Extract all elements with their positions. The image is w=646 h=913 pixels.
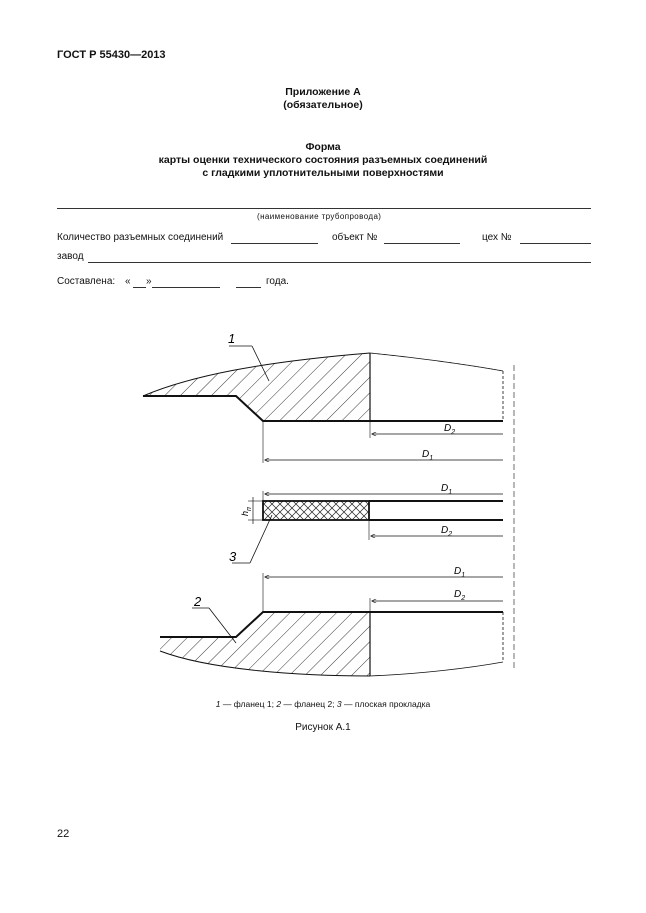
legend-text-2: фланец 2; <box>294 699 335 709</box>
figure-caption: Рисунок А.1 <box>295 722 351 733</box>
legend-num-2: 2 <box>276 699 282 709</box>
appendix-status: (обязательное) <box>283 99 363 111</box>
flange-2-body <box>160 612 503 676</box>
object-label: объект № <box>332 232 378 243</box>
document-header: ГОСТ Р 55430—2013 <box>57 49 166 61</box>
dim-d2-top: $D_2$ <box>444 423 456 436</box>
label-flange-2: 2 <box>194 594 202 609</box>
dim-d2-gasket: $D_2$ <box>441 525 453 538</box>
form-subtitle-line1: карты оценки технического состояния разъемных соединений <box>158 154 488 166</box>
legend-num-3: 3 <box>336 699 342 709</box>
legend-text-1: фланец 1; <box>233 699 274 709</box>
appendix-title: Приложение А <box>285 86 361 98</box>
date-close-quote: » <box>146 276 152 287</box>
dim-d2-bottom: $D_2$ <box>454 589 466 602</box>
form-subtitle-line2: с гладкими уплотнительными поверхностями <box>202 167 444 179</box>
page-number: 22 <box>57 828 70 840</box>
label-gasket: 3 <box>229 549 237 564</box>
legend-text-3: плоская прокладка <box>354 699 431 709</box>
label-flange-1: 1 <box>228 331 236 346</box>
dim-d1-gasket: $D_1$ <box>441 483 453 496</box>
form-title: Форма <box>305 141 341 153</box>
legend-dash-3: — <box>344 699 353 709</box>
shop-label: цех № <box>482 232 512 243</box>
legend-num-1: 1 <box>215 699 221 709</box>
dim-d1-bottom: $D_1$ <box>454 566 466 579</box>
figure-legend <box>0 699 646 709</box>
plant-label: завод <box>57 251 84 262</box>
connections-label: Количество разъемных соединений <box>57 232 224 243</box>
year-label: года. <box>266 276 289 287</box>
legend-dash-2: — <box>283 699 292 709</box>
dim-h-gasket <box>240 507 253 516</box>
date-open-quote: « <box>125 276 131 287</box>
legend-dash-1: — <box>222 699 232 709</box>
pipeline-caption: (наименование трубопровода) <box>257 212 382 221</box>
compiled-label: Составлена: <box>57 276 116 287</box>
svg-text:hп: $h_п$ <box>240 507 253 516</box>
dim-d1-top: $D_1$ <box>422 449 434 462</box>
